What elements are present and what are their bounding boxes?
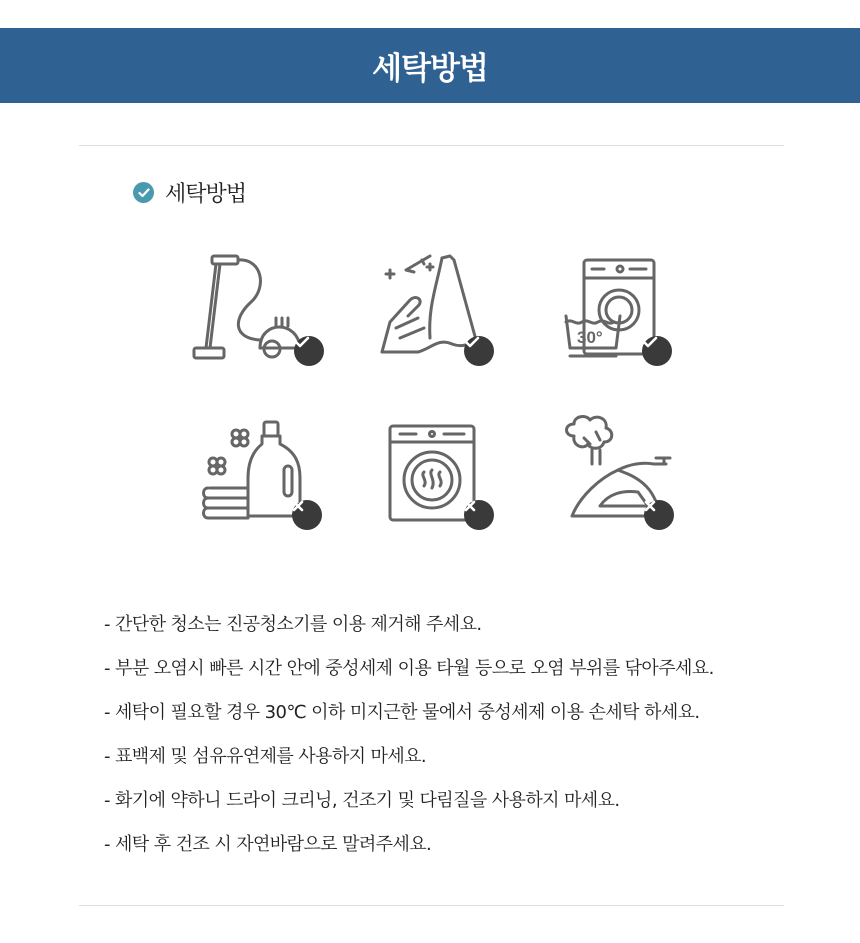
x-icon [644, 500, 674, 530]
x-icon [464, 500, 494, 530]
banner-title: 세탁방법 [372, 51, 488, 87]
x-icon [292, 500, 322, 530]
divider-bottom [79, 905, 784, 906]
check-icon [642, 336, 672, 366]
header-banner [0, 28, 860, 103]
section-heading [133, 177, 246, 208]
care-instructions [104, 614, 714, 878]
instruction-item: - 세탁이 필요할 경우 30℃ 이하 미지근한 물에서 중성세제 이용 손세탁 하세요. [104, 702, 700, 723]
instruction-item: - 부분 오염시 빠른 시간 안에 중성세제 이용 타월 등으로 오염 부위를 닦아주세요. [104, 658, 714, 679]
vacuum-cleaner-icon [190, 248, 330, 378]
washing-machine-30-icon [560, 248, 700, 378]
check-icon [464, 336, 494, 366]
check-icon [294, 336, 324, 366]
hand-wash-cloth-icon [378, 248, 518, 378]
check-circle-icon [133, 182, 154, 203]
tumble-dryer-icon [386, 418, 526, 548]
instruction-item: - 간단한 청소는 진공청소기를 이용 제거해 주세요. [104, 614, 482, 635]
instruction-item: - 세탁 후 건조 시 자연바람으로 말려주세요. [104, 834, 432, 855]
instruction-item: - 표백제 및 섬유유연제를 사용하지 마세요. [104, 746, 427, 767]
divider-top [79, 145, 784, 146]
instruction-item: - 화기에 약하니 드라이 크리닝, 건조기 및 다림질을 사용하지 마세요. [104, 790, 620, 811]
wash-temperature-label: 30° [577, 328, 603, 347]
bleach-softener-icon [200, 418, 340, 548]
steam-iron-icon [560, 412, 700, 542]
section-title: 세탁방법 [165, 182, 247, 207]
